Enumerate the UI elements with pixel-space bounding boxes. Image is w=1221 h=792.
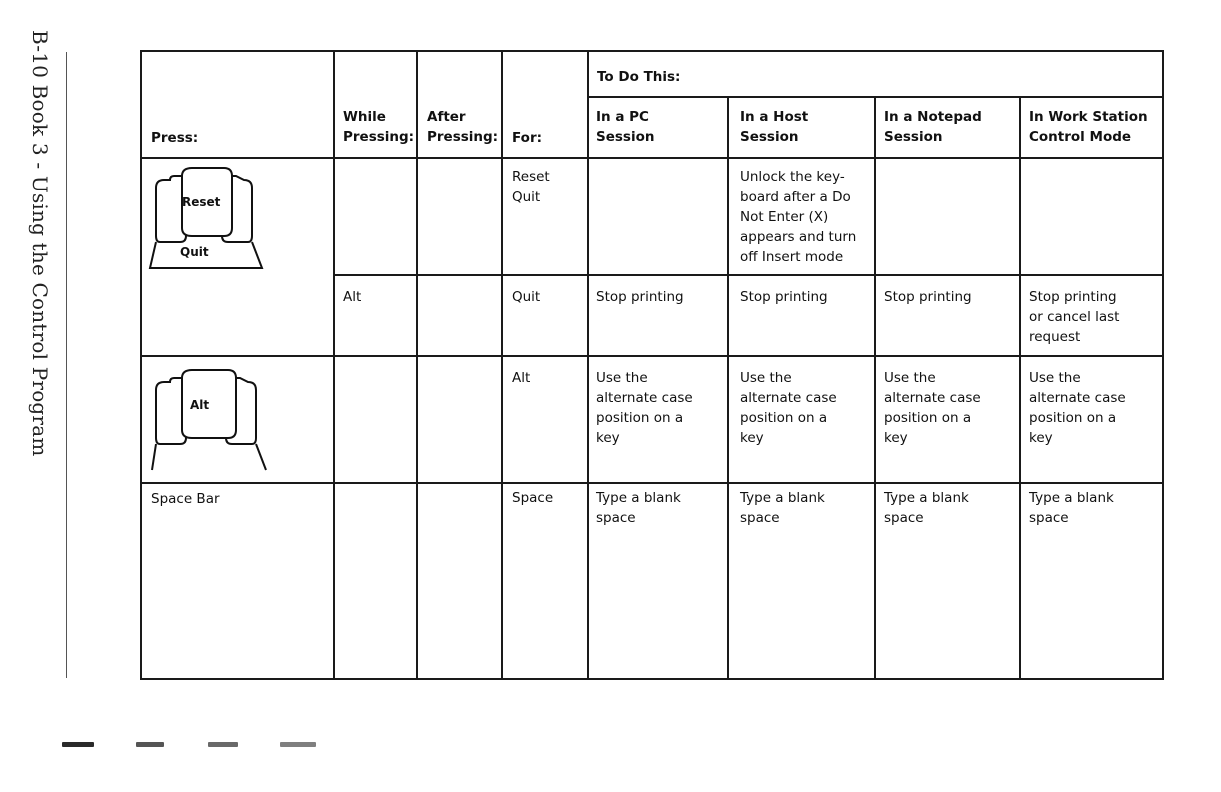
reset-key-label: Reset bbox=[182, 195, 221, 209]
header-host-session: In a Host Session bbox=[740, 109, 809, 145]
header-bottom-rule bbox=[140, 157, 1164, 159]
row2-notepad: Stop printing bbox=[884, 289, 972, 305]
row4-for: Space bbox=[512, 490, 554, 506]
header-for: For: bbox=[512, 130, 543, 146]
col-rule-5 bbox=[727, 96, 729, 680]
table-border-bottom bbox=[140, 678, 1164, 680]
row3-for: Alt bbox=[512, 370, 531, 386]
row-rule-1 bbox=[334, 274, 1164, 276]
header-press: Press: bbox=[151, 130, 199, 146]
row4-press: Space Bar bbox=[151, 491, 220, 507]
row4-notepad: Type a blank space bbox=[884, 490, 969, 526]
row3-workstation: Use the alternate case position on a key bbox=[1029, 370, 1126, 446]
page-side-title: B-10 Book 3 - Using the Control Program bbox=[28, 30, 52, 457]
row-rule-3 bbox=[140, 482, 1164, 484]
alt-key-icon bbox=[148, 366, 272, 476]
key-function-table bbox=[140, 50, 1164, 682]
header-while-pressing: While Pressing: bbox=[343, 109, 415, 145]
row2-host: Stop printing bbox=[740, 289, 828, 305]
footer-mark-1 bbox=[62, 742, 94, 747]
row1-for: Reset Quit bbox=[512, 169, 550, 205]
table-border-left bbox=[140, 50, 142, 680]
table-border-right bbox=[1162, 50, 1164, 680]
col-rule-7 bbox=[1019, 96, 1021, 680]
row2-pc: Stop printing bbox=[596, 289, 684, 305]
row4-workstation: Type a blank space bbox=[1029, 490, 1114, 526]
footer-mark-3 bbox=[208, 742, 238, 747]
alt-key-label: Alt bbox=[190, 398, 210, 412]
row2-for: Quit bbox=[512, 289, 541, 305]
row4-host: Type a blank space bbox=[740, 490, 825, 526]
row3-notepad: Use the alternate case position on a key bbox=[884, 370, 981, 446]
row1-host: Unlock the key- board after a Do Not Enter (X) appears and turn off Insert mode bbox=[740, 169, 857, 265]
footer-mark-2 bbox=[136, 742, 164, 747]
footer-mark-4 bbox=[280, 742, 316, 747]
header-after-pressing: After Pressing: bbox=[427, 109, 499, 145]
row3-pc: Use the alternate case position on a key bbox=[596, 370, 693, 446]
quit-key-label: Quit bbox=[180, 245, 209, 259]
table-border-top bbox=[140, 50, 1164, 52]
row2-while: Alt bbox=[343, 289, 362, 305]
row2-workstation: Stop printing or cancel last request bbox=[1029, 289, 1120, 345]
side-rule bbox=[66, 52, 67, 678]
header-notepad-session: In a Notepad Session bbox=[884, 109, 982, 145]
col-rule-2 bbox=[416, 50, 418, 680]
col-rule-4 bbox=[587, 50, 589, 680]
reset-quit-key-icon bbox=[148, 164, 268, 272]
row4-pc: Type a blank space bbox=[596, 490, 681, 526]
row3-host: Use the alternate case position on a key bbox=[740, 370, 837, 446]
header-workstation-mode: In Work Station Control Mode bbox=[1029, 109, 1148, 145]
header-to-do-this: To Do This: bbox=[597, 69, 681, 85]
col-rule-1 bbox=[333, 50, 335, 680]
row-rule-2 bbox=[140, 355, 1164, 357]
col-rule-3 bbox=[501, 50, 503, 680]
col-rule-6 bbox=[874, 96, 876, 680]
header-pc-session: In a PC Session bbox=[596, 109, 655, 145]
